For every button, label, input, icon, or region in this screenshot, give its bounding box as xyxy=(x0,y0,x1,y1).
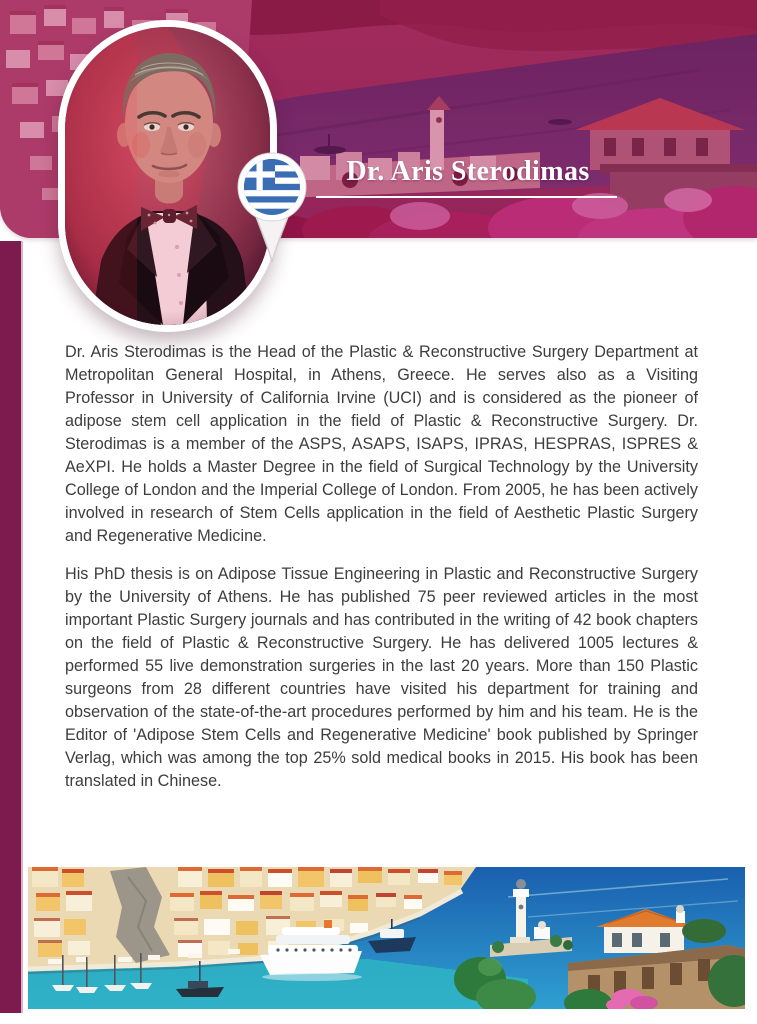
footer-photo-image xyxy=(28,867,745,1009)
footer-photo xyxy=(28,867,745,1009)
bio-section xyxy=(65,341,698,793)
bio-paragraph-1: Dr. Aris Sterodimas is the Head of the Plastic & Reconstructive Surgery Department at Metropolitan General Hospital, in Athens, Greece. He serves also as a Visiting Professor in University of California Irvine (UCI) and is considered as the pioneer of adipose stem cell application in the field of Plastic & Reconstructive Surgery. Dr. Sterodimas is a member of the ASPS, ASAPS, ISAPS, IPRAS, HESPRAS, ISPRES & AeXPI. He holds a Master Degree in the field of Surgical Technology by the University College of London and the Imperial College of London. From 2005, he has been actively involved in research of Stem Cells application in the field of Aesthetic Plastic Surgery and Regenerative Medicine. xyxy=(65,343,698,545)
left-accent-stripe xyxy=(0,241,23,1013)
bio-paragraph-2: His PhD thesis is on Adipose Tissue Engineering in Plastic and Reconstructive Surgery by the University of Athens. He has published 75 peer reviewed articles in the most important Plastic Surgery journals and has contributed in the writing of 42 book chapters on the field of Plastic & Reconstructive Surgery. He has delivered 1005 lectures & performed 55 live demonstration surgeries in the last 20 years. More than 150 Plastic surgeons from 28 different countries have visited his department for training and observation of the state-of-the-art procedures performed by him and his team. He is the Editor of 'Adipose Stem Cells and Regenerative Medicine' book published by Springer Verlag, which was among the top 25% sold medical books in 2015. His book has been translated in Chinese. xyxy=(65,565,698,790)
title-underline xyxy=(316,196,617,198)
page-title: Dr. Aris Sterodimas xyxy=(346,156,590,187)
greece-flag-pin-icon xyxy=(236,150,308,270)
